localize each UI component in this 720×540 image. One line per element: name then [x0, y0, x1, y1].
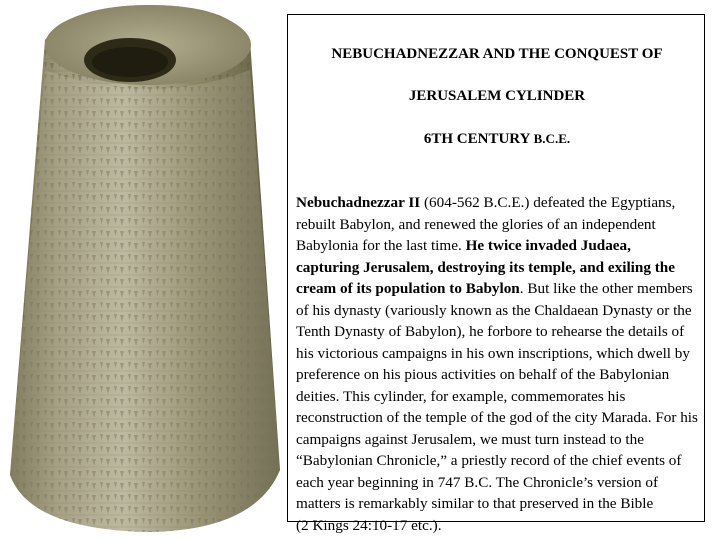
- description-text: [296, 192, 698, 536]
- title-line-1: NEBUCHADNEZZAR AND THE CONQUEST OF: [331, 46, 663, 62]
- bible-citation: (2 Kings 24:10-17 etc.).: [296, 516, 442, 534]
- king-name: Nebuchadnezzar II: [296, 194, 421, 211]
- clay-cylinder-image: [0, 0, 290, 540]
- description-panel: [287, 14, 705, 534]
- title-line-2: JERUSALEM CYLINDER: [408, 88, 586, 104]
- title-era: B.C.E.: [533, 131, 571, 146]
- title-century: 6TH CENTURY: [423, 131, 534, 147]
- text-part-1: (604-562 B.C.E.) defeated the Egyptians, rebuilt Babylon, and renewed the glories of an independent Babylonia for the last time.: [296, 194, 676, 254]
- text-part-2: . But like the other members of his dynasty (variously known as the Chaldaean Dynasty or the Tenth Dynasty of Babylon), he forbore to rehearse the details of his victorious campaigns in his own inscriptions, which dwell by preference on his pious activities on behalf of the Babylonian deities. This cylinder, for example, commemorates his reconstruction of the temple of the god of the city Marada. For his campaigns against Jerusalem, we must turn instead to the “Babylonian Chronicle,” a priestly record of the chief events of each year beginning in 747 B.C. The Chronicle’s version of matters is remarkably similar to that preserved in the Bible: [296, 280, 698, 512]
- jerusalem-conquest-text: He twice invaded Judaea, capturing Jerusalem, destroying its temple, and exiling the cream of its population to Babylon: [296, 237, 675, 297]
- panel-title: [296, 23, 698, 171]
- title-line-3: [296, 128, 698, 150]
